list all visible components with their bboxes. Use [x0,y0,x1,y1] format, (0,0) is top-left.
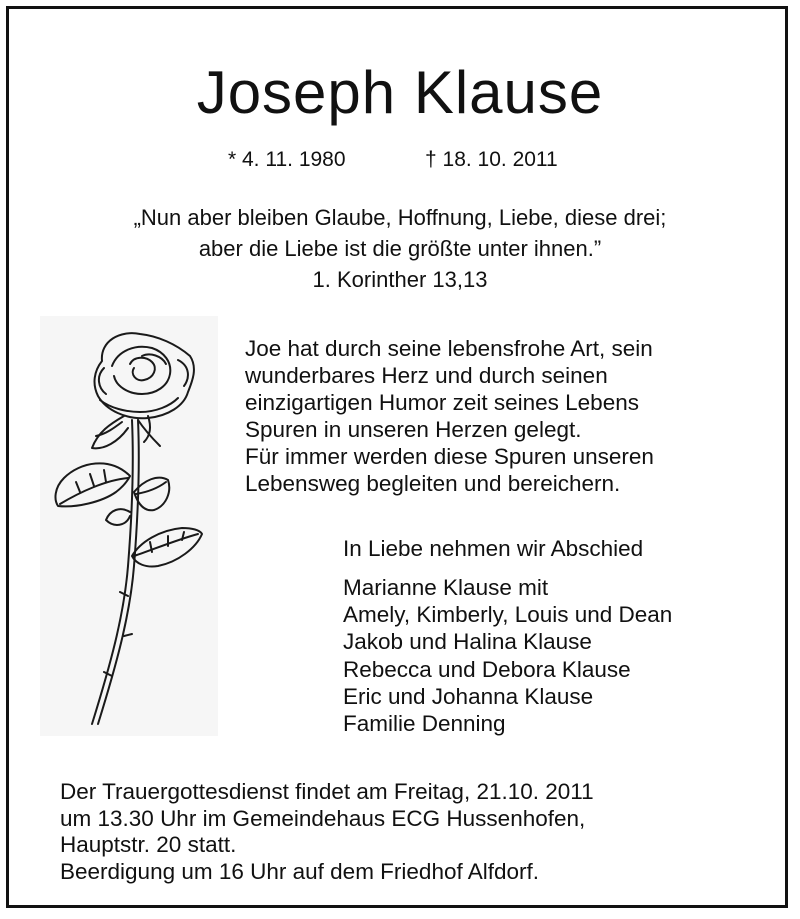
service-info [60,779,594,885]
quote-line: „Nun aber bleiben Glaube, Hoffnung, Liebe, diese drei; [133,205,667,230]
tribute-line: wunderbares Herz und durch seinen [245,363,608,388]
mourner-name: Marianne Klause mit [343,575,549,600]
birth-date: * 4. 11. 1980 [228,148,346,171]
mourner-name: Eric und Johanna Klause [343,683,594,709]
tribute-line: einzigartigen Humor zeit seines Lebens [245,390,639,415]
mourners-list [343,574,672,737]
deceased-name: Joseph Klause [196,59,604,126]
tribute-line: Lebensweg begleiten und bereichern. [245,471,621,496]
tribute-line: Spuren in unseren Herzen gelegt. [245,417,582,442]
death-date: † 18. 10. 2011 [425,148,558,171]
mourner-name: Jakob und Halina Klause [343,629,592,655]
tribute-text [245,335,654,497]
service-line: Beerdigung um 16 Uhr auf dem Friedhof Alfdorf. [60,858,540,884]
quote-reference: 1. Korinther 13,13 [312,267,488,292]
bible-quote [0,202,800,295]
farewell-line: In Liebe nehmen wir Abschied [343,536,644,561]
rose-icon [40,316,218,736]
mourner-name: Familie Denning [343,711,506,737]
tribute-line: Für immer werden diese Spuren unseren [245,444,654,469]
service-line: Der Trauergottesdienst findet am Freitag, 21.10. 2011 [60,779,594,804]
service-line: Hauptstr. 20 statt. [60,832,237,857]
mourner-name: Amely, Kimberly, Louis und Dean [343,602,673,628]
service-line: um 13.30 Uhr im Gemeindehaus ECG Hussenhofen, [60,805,586,831]
quote-line: aber die Liebe ist die größte unter ihnen.” [198,236,602,261]
tribute-line: Joe hat durch seine lebensfrohe Art, sein [245,336,653,361]
mourner-name: Rebecca und Debora Klause [343,656,631,682]
